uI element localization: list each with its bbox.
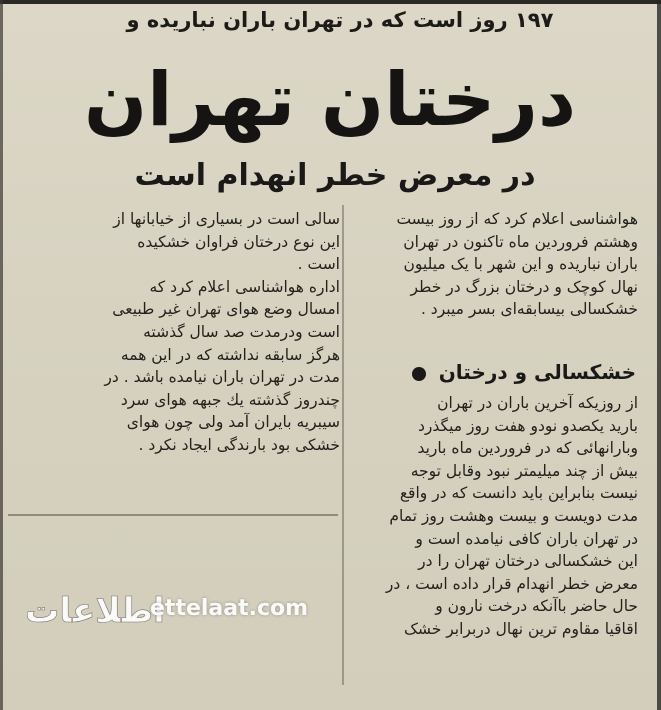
text-line: خشکی بود بارندگی ایجاد نکرد . <box>138 435 340 454</box>
text-line: وبارانهائی که در فروردین ماه بارید <box>417 439 638 458</box>
text-line: بیش از چند میلیمتر نبود وقابل توجه <box>410 461 638 480</box>
right-column-body <box>346 392 638 641</box>
article-kicker: ۱۹۷ روز است که در تهران باران نباریده و <box>126 8 554 32</box>
text-line: است . <box>297 255 340 274</box>
svg-text:اطلاعات: اطلاعات <box>25 591 165 631</box>
right-column-intro <box>346 208 638 321</box>
watermark <box>25 570 330 640</box>
text-line: این خشکسالی درختان تهران را در <box>418 552 638 571</box>
text-line: اقاقیا مقاوم ترین نهال دربرابر خشک <box>404 619 638 638</box>
ettelaat-logo <box>25 580 165 640</box>
text-line: سیبریه بایران آمد ولی چون هوای <box>126 413 340 432</box>
right-border <box>657 0 661 710</box>
section-rule <box>8 514 338 516</box>
bullet-icon <box>412 367 426 381</box>
text-line: چندروز گذشته یك جبهه هوای سرد <box>120 390 340 409</box>
section-heading-text: خشکسالی و درختان <box>438 360 636 384</box>
text-line: است ودرمدت صد سال گذشته <box>143 322 340 341</box>
text-line: بارید یکصدو نودو هفت روز میگذرد <box>417 416 638 435</box>
text-line: خشکسالی بیسابقه‌ای بسر میبرد . <box>420 300 638 319</box>
text-line: امسال وضع هوای تهران غیر طبیعی <box>112 300 340 319</box>
text-line: معرض خطر انهدام قرار داده است ، در <box>385 574 638 593</box>
top-border <box>0 0 661 4</box>
text-line: از روزیکه آخرین باران در تهران <box>437 394 638 412</box>
logo-mark-icon <box>25 580 165 640</box>
article-subhead: در معرض خطر انهدام است <box>134 158 536 193</box>
text-line: اداره هواشناسی اعلام کرد که <box>149 277 340 296</box>
text-line: وهشتم فروردین ماه تاکنون در تهران <box>403 232 638 251</box>
article-headline: درختان تهران <box>83 57 577 143</box>
text-line: نیست بنابراین باید دانست که در واقع <box>399 484 638 503</box>
left-column <box>18 208 340 457</box>
watermark-site: ettelaat.com <box>150 596 309 621</box>
column-divider <box>342 205 344 685</box>
text-line: هواشناسی اعلام کرد که از روز بیست <box>396 210 638 228</box>
text-line: این نوع درختان فراوان خشکیده <box>137 232 340 251</box>
left-border <box>0 0 3 710</box>
text-line: باران نباریده و این شهر با یک میلیون <box>403 255 638 274</box>
section-heading <box>346 360 636 384</box>
text-line: هرگز سابقه نداشته که در این همه <box>120 345 340 364</box>
text-line: در تهران باران کافی نیامده است و <box>415 529 638 548</box>
text-line: مدت دویست و بیست وهشت روز تمام <box>389 506 638 525</box>
text-line: حال حاضر باآنکه درخت نارون و <box>435 597 638 616</box>
text-line: نهال کوچک و درختان بزرگ در خطر <box>410 277 638 296</box>
text-line: سالی است در بسیاری از خیابانها از <box>113 210 340 228</box>
text-line: مدت در تهران باران نیامده باشد . در <box>104 368 340 387</box>
